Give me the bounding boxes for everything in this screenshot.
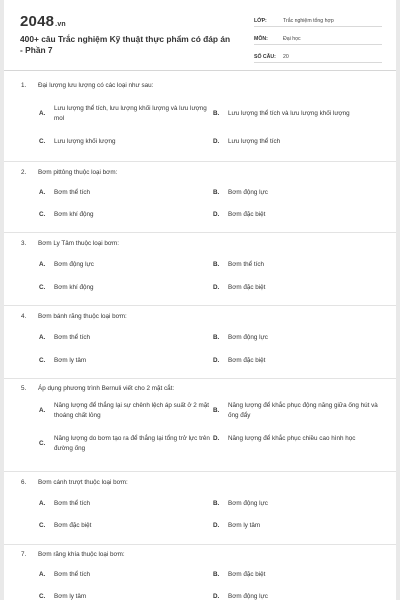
question-item [4,472,396,545]
option-d[interactable] [213,283,385,293]
option-letter: B. [213,571,220,578]
site-logo[interactable] [20,13,66,30]
meta-row-count [254,48,382,63]
meta-row-class [254,12,382,27]
option-b[interactable] [213,333,385,343]
meta-row-subject [254,30,382,45]
option-text: Bơm đặc biệt [54,522,92,529]
option-c[interactable] [39,283,211,293]
option-text: Bơm đặc biệt [228,571,266,578]
meta-value: 20 [283,54,289,60]
option-text: Bơm thể tích [54,571,90,578]
question-number: 6. [21,479,27,486]
meta-label: SỐ CÂU: [254,54,276,60]
option-letter: A. [39,110,46,117]
option-a[interactable] [39,260,211,270]
option-letter: D. [213,284,220,291]
option-c[interactable] [39,592,211,600]
question-stem [21,240,119,247]
option-text: Bơm đặc biệt [228,284,266,291]
question-text: Bơm pittông thuộc loại bơm: [38,169,118,176]
document-page [4,0,396,600]
meta-label: MÔN: [254,36,268,42]
question-text: Đại lượng lưu lượng có các loại như sau: [38,82,154,89]
option-letter: C. [39,440,46,447]
question-text: Bơm Ly Tâm thuộc loại bơm: [38,240,120,247]
option-text: Bơm thể tích [54,500,90,507]
question-text: Bơm bánh răng thuộc loại bơm: [38,313,127,320]
option-c[interactable] [39,210,211,220]
question-stem [21,479,128,486]
option-text: Bơm khí động [54,284,94,291]
document-meta [254,12,382,66]
option-b[interactable] [213,499,385,509]
option-letter: A. [39,334,46,341]
option-text: Bơm thể tích [54,189,90,196]
question-text: Áp dụng phương trình Bernuli viết cho 2 mặt cắt: [38,385,175,392]
option-b[interactable] [213,109,385,119]
option-d[interactable] [213,210,385,220]
question-number: 4. [21,313,27,320]
option-b[interactable] [213,570,385,580]
option-a[interactable] [39,401,211,421]
option-letter: A. [39,571,46,578]
logo-suffix: .vn [55,21,66,28]
option-text: Bơm động lực [228,334,268,341]
option-text: Bơm thể tích [228,261,264,268]
option-c[interactable] [39,521,211,531]
option-letter: A. [39,261,46,268]
option-letter: C. [39,357,46,364]
option-a[interactable] [39,104,211,124]
option-letter: B. [213,500,220,507]
question-text: Bơm cánh trượt thuộc loại bơm: [38,479,128,486]
option-text: Lưu lượng khối lượng [54,138,116,145]
option-text: Bơm thể tích [54,334,90,341]
option-text: Bơm ly tâm [54,357,87,364]
header-divider [4,70,396,71]
option-letter: A. [39,189,46,196]
option-text: Bơm đặc biệt [228,211,266,218]
question-item [4,545,396,600]
option-text: Bơm ly tâm [54,593,87,600]
option-letter: D. [213,593,220,600]
question-stem [21,551,125,558]
question-text: Bơm răng khía thuộc loại bơm: [38,551,125,558]
option-letter: C. [39,211,46,218]
option-letter: C. [39,284,46,291]
meta-label: LỚP: [254,18,267,24]
meta-value: Đại học [283,36,301,42]
option-text: Lưu lượng thể tích, lưu lượng khối lượng và lưu lượng mol [54,105,207,122]
question-stem [21,82,153,89]
question-number: 2. [21,169,27,176]
option-b[interactable] [213,260,385,270]
option-text: Bơm động lực [54,261,94,268]
option-text: Bơm khí động [54,211,94,218]
question-number: 1. [21,82,27,89]
question-number: 5. [21,385,27,392]
option-letter: B. [213,110,220,117]
option-a[interactable] [39,333,211,343]
option-letter: D. [213,211,220,218]
question-stem [21,385,174,392]
option-letter: B. [213,407,220,414]
option-c[interactable] [39,356,211,366]
option-c[interactable] [39,434,211,454]
option-d[interactable] [213,521,385,531]
option-d[interactable] [213,434,385,444]
option-text: Năng lượng để khắc phục chiều cao hình học [228,435,356,442]
option-text: Bơm động lực [228,593,268,600]
option-letter: A. [39,407,46,414]
option-letter: D. [213,522,220,529]
option-letter: C. [39,522,46,529]
option-a[interactable] [39,570,211,580]
option-text: Bơm động lực [228,500,268,507]
option-c[interactable] [39,137,211,147]
question-item [4,78,396,162]
option-d[interactable] [213,137,385,147]
question-stem [21,313,127,320]
option-letter: A. [39,500,46,507]
document-header [4,0,396,62]
option-text: Năng lượng do bơm tạo ra để thắng lại tổng trở lực trên đường ống [54,435,210,452]
option-text: Bơm ly tâm [228,522,261,529]
question-item [4,162,396,233]
option-text: Năng lượng để khắc phục động năng giữa ống hút và ống đẩy [228,402,378,419]
question-number: 7. [21,551,27,558]
option-a[interactable] [39,188,211,198]
meta-value: Trắc nghiệm tổng hợp [283,18,334,24]
option-text: Lưu lượng thể tích [228,138,281,145]
question-item [4,306,396,379]
option-letter: C. [39,138,46,145]
option-letter: D. [213,357,220,364]
question-number: 3. [21,240,27,247]
question-item [4,379,396,472]
option-letter: C. [39,593,46,600]
option-text: Lưu lượng thể tích và lưu lượng khối lượng [228,110,350,117]
option-letter: B. [213,189,220,196]
option-text: Năng lượng để thắng lại sự chênh lệch áp suất ở 2 mặt thoáng chất lỏng [54,402,209,419]
option-b[interactable] [213,401,385,421]
option-b[interactable] [213,188,385,198]
option-letter: B. [213,334,220,341]
logo-text: 2048 [20,13,55,30]
option-a[interactable] [39,499,211,509]
option-letter: B. [213,261,220,268]
option-d[interactable] [213,592,385,600]
option-d[interactable] [213,356,385,366]
option-letter: D. [213,138,220,145]
option-letter: D. [213,435,220,442]
option-text: Bơm đặc biệt [228,357,266,364]
question-list [4,78,396,600]
document-title: 400+ câu Trắc nghiệm Kỹ thuật thực phẩm có đáp án - Phần 7 [20,34,231,55]
question-stem [21,169,117,176]
option-text: Bơm động lực [228,189,268,196]
question-item [4,233,396,306]
